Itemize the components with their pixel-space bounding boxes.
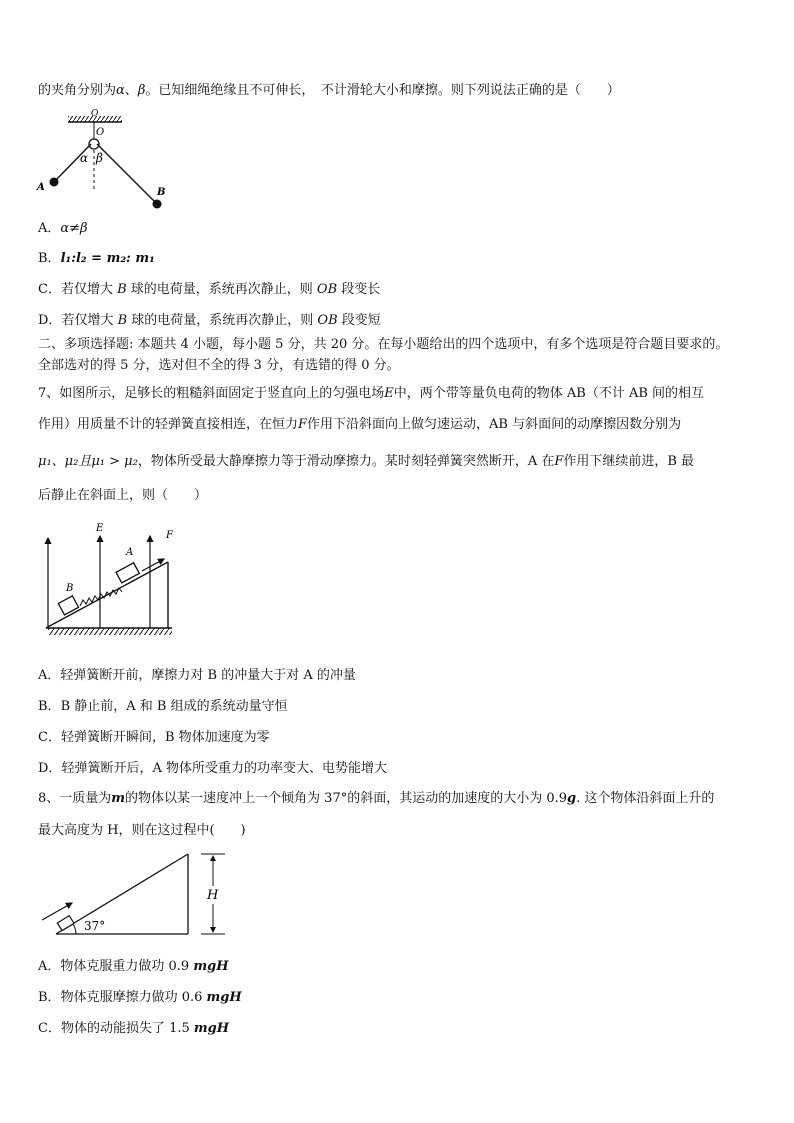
- option-letter: A．: [38, 221, 61, 236]
- label-o-top: O: [91, 109, 99, 119]
- label-o-pulley: O: [96, 127, 105, 138]
- q6-option-c: [38, 281, 380, 299]
- ball-a: [50, 178, 59, 187]
- option-text: 物体克服摩擦力做功 0.6: [60, 990, 207, 1005]
- option-text-post: 段变短: [337, 313, 381, 328]
- option-letter: C．: [38, 730, 61, 745]
- option-letter: B．: [38, 251, 61, 266]
- block: [57, 916, 74, 931]
- q7-text: 作用）用质量不计的轻弹簧直接相连，在恒力: [38, 417, 299, 432]
- m-symbol: m: [111, 791, 126, 806]
- force-f-arrow: [142, 559, 164, 571]
- q7-option-a: [38, 667, 356, 685]
- q8-text: 的物体以某一速度冲上一个倾角为 37°的斜面，其运动的加速度的大小为 0.9: [125, 791, 568, 806]
- q8-option-a: [38, 958, 228, 976]
- option-text: 物体克服重力做功 0.9: [60, 959, 194, 974]
- q6-option-a: [38, 220, 88, 238]
- ball-b: [153, 200, 162, 209]
- option-text-mid: 球的电荷量，系统再次静止，则: [127, 313, 318, 328]
- option-text: l₁:l₂ = m₂: m₁: [60, 251, 155, 266]
- label-a: A: [126, 547, 134, 558]
- option-text-pre: 若仅增大: [61, 313, 118, 328]
- q6-option-d: [38, 312, 381, 330]
- label-alpha: α: [80, 151, 89, 165]
- label-a: A: [37, 182, 45, 193]
- q6-pulley-figure: [34, 108, 174, 212]
- q7-stem-line3: [38, 453, 694, 471]
- q7-text: 中，两个带等量负电荷的物体 AB（不计 AB 间的相互: [393, 386, 705, 401]
- alpha-symbol: α: [116, 83, 125, 98]
- option-text: 物体的动能损失了 1.5: [60, 1021, 194, 1036]
- label-h: H: [207, 888, 219, 903]
- option-letter: B．: [38, 990, 61, 1005]
- label-f: F: [166, 530, 173, 541]
- q8-option-c: [38, 1020, 229, 1038]
- q6-stem-line: [38, 82, 620, 100]
- option-text-post: 段变长: [337, 282, 381, 297]
- option-var-b: B: [117, 282, 127, 297]
- q7-option-d: [38, 760, 387, 778]
- q7-stem-line2: [38, 416, 681, 434]
- q7-option-c: [38, 729, 270, 747]
- label-b: B: [66, 583, 74, 594]
- mu-inequality: μ₁、μ₂且μ₁ > μ₂: [38, 454, 138, 469]
- q7-stem-line1: [38, 385, 704, 403]
- option-letter: C．: [38, 1021, 61, 1036]
- option-var-b: B: [117, 313, 128, 328]
- option-letter: D．: [38, 313, 62, 328]
- q7-incline-figure: [38, 518, 178, 644]
- angle-arc: [73, 924, 76, 934]
- option-text-pre: 若仅增大: [60, 282, 118, 297]
- q8-stem-line1: [38, 790, 714, 808]
- q8-text: 8、一质量为: [38, 791, 112, 806]
- option-text: 轻弹簧断开瞬间，B 物体加速度为零: [60, 730, 270, 745]
- q8-stem-line2: 最大高度为 H，则在这过程中( ): [38, 823, 246, 838]
- f-symbol: F: [554, 454, 564, 469]
- option-var-ob: OB: [317, 313, 338, 328]
- f-symbol: F: [298, 417, 308, 432]
- option-letter: B．: [38, 699, 61, 714]
- option-text: α≠β: [60, 221, 88, 236]
- q7-text: 作用下沿斜面向上做匀速运动，AB 与斜面间的动摩擦因数分别为: [307, 417, 682, 432]
- q6-option-b: [38, 250, 155, 268]
- option-text: 轻弹簧断开后，A 物体所受重力的功率变大、电势能增大: [61, 761, 387, 776]
- label-angle: 37°: [84, 919, 106, 933]
- ground-hatch: [48, 628, 172, 635]
- label-beta: β: [96, 151, 103, 165]
- option-expression: mgH: [206, 990, 242, 1005]
- e-symbol: E: [384, 386, 394, 401]
- option-var-ob: OB: [316, 282, 338, 297]
- beta-symbol: β: [137, 83, 146, 98]
- option-text: 轻弹簧断开前，摩擦力对 B 的冲量大于对 A 的冲量: [60, 668, 356, 683]
- option-expression: mgH: [193, 1021, 230, 1036]
- option-letter: C．: [38, 282, 61, 297]
- slope-line: [56, 854, 188, 934]
- q7-text: 作用下继续前进，B 最: [563, 454, 695, 469]
- g-symbol: g: [567, 791, 577, 806]
- q8-incline-figure: [38, 848, 238, 944]
- q7-text: ，物体所受最大静摩擦力等于滑动摩擦力。某时刻轻弹簧突然断开，A 在: [137, 454, 555, 469]
- q8-text: . 这个物体沿斜面上升的: [576, 791, 715, 806]
- label-e: E: [96, 523, 104, 534]
- option-letter: A．: [38, 668, 61, 683]
- section2-line1: 二、多项选择题: 本题共 4 小题，每小题 5 分，共 20 分。在每小题给出的四个选项中，有多个选项是符合题目要求的。: [38, 337, 729, 352]
- q6-stem-text-b: 。已知细绳绝缘且不可伸长， 不计滑轮大小和摩擦。则下列说法正确的是（ ）: [145, 83, 620, 98]
- string-ob: [97, 144, 156, 203]
- label-b: B: [157, 187, 166, 198]
- q8-option-b: [38, 989, 242, 1007]
- option-letter: D．: [38, 761, 62, 776]
- option-letter: A．: [38, 959, 61, 974]
- q6-comma: 、: [124, 83, 138, 98]
- q7-text: 7、如图所示，足够长的粗糙斜面固定于竖直向上的匀强电场: [38, 386, 385, 401]
- q7-stem-line4: 后静止在斜面上，则（ ）: [38, 488, 208, 503]
- q7-option-b: [38, 698, 288, 716]
- option-expression: mgH: [193, 959, 229, 974]
- section2-line2: 全部选对的得 5 分，选对但不全的得 3 分，有选错的得 0 分。: [38, 358, 400, 373]
- q6-stem-text-a: 的夹角分别为: [38, 83, 117, 98]
- option-text-mid: 球的电荷量，系统再次静止，则: [126, 282, 317, 297]
- option-text: B 静止前，A 和 B 组成的系统动量守恒: [60, 699, 288, 714]
